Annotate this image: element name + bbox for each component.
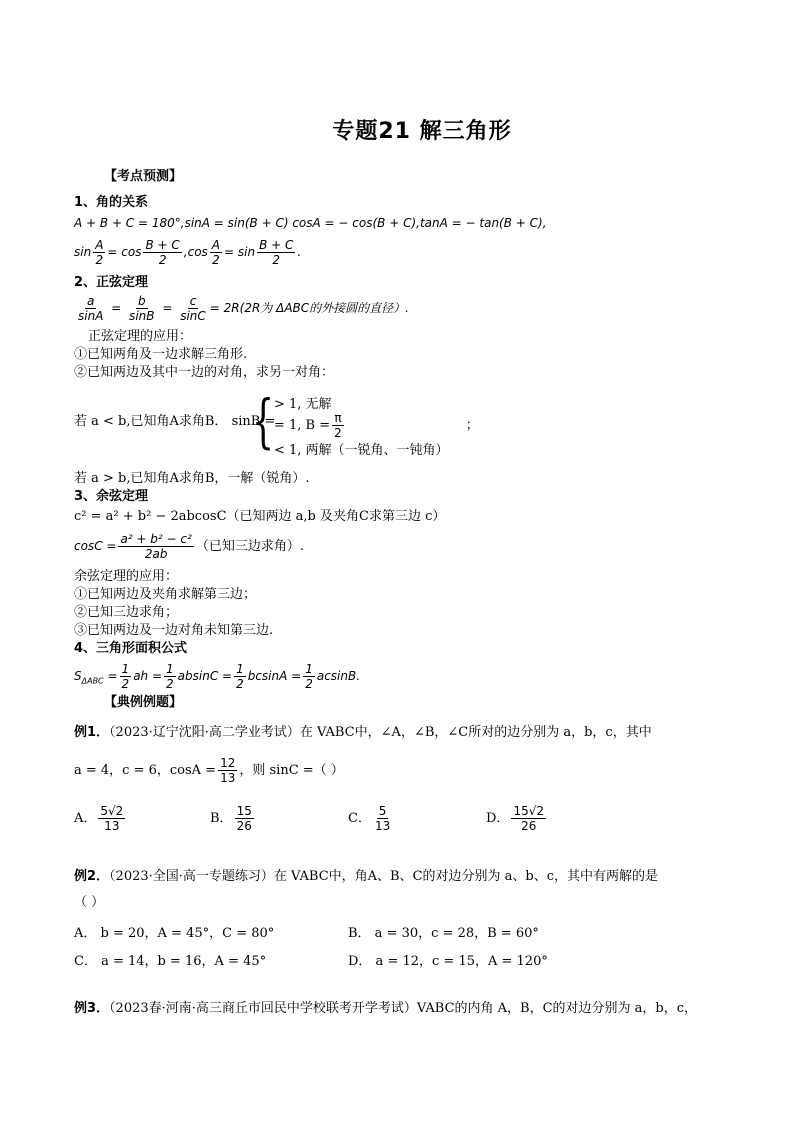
example-2-paren: （ ） <box>74 895 105 910</box>
formula-triangle-area: $S_{\Delta ABC}$ = $\frac{1}{2}$ ah = $\frac{1}{2}$ absinC = $\frac{1}{2}$ bcsinA = $\frac{1}{2}$ acsinB. <box>74 662 361 691</box>
formula-angle-relation-2: sin $\frac{A}{2}$ = cos $\frac{B + C}{2}$ ,cos $\frac{A}{2}$ = sin $\frac{B + C}{2}$ . <box>74 238 302 267</box>
page-title: 专题21 解三角形 <box>332 119 512 144</box>
formula-cosine-law-2: cosC = $\frac{\text{a² + b² − c²}}{2ab}$ （已知三边求角）. <box>74 532 304 561</box>
left-brace: { <box>252 387 275 455</box>
example-3-question: 例3．（2023春·河南·高三商丘市回民中学校联考开学考试）VABC的内角 A，B，C的对边分别为 a，b，c， <box>74 1001 698 1016</box>
example-1-option-c[interactable]: C． $\frac{5}{13}$ <box>348 804 391 833</box>
cosine-law-application-3: ③已知两边及一边对角未知第三边. <box>74 623 274 638</box>
example-2-option-b[interactable]: B． a = 30，c = 28，B = 60° <box>348 926 539 941</box>
case-less-than-one: < 1, 两解（一锐角、一钝角） <box>274 443 449 458</box>
example-1-option-b[interactable]: B． $\frac{15}{26}$ <box>210 804 252 833</box>
example-2-option-c[interactable]: C． a = 14，b = 16，A = 45° <box>74 954 267 969</box>
cosine-law-application-1: ①已知两边及夹角求解第三边； <box>74 587 257 602</box>
cosine-law-application-heading: 余弦定理的应用： <box>74 569 179 584</box>
example-2-option-a[interactable]: A． b = 20，A = 45°，C = 80° <box>74 926 275 941</box>
formula-cosine-law-1: c² = a² + b² − 2abcosC（已知两边 a,b 及夹角C求第三边 c） <box>74 509 446 524</box>
example-2-question: 例2．（2023·全国·高一专题练习）在 VABC中，角A、B、C的对边分别为 a、b、c，其中有两解的是 <box>74 869 659 884</box>
example-1-option-d[interactable]: D． $\frac{15√2}{26}$ <box>486 804 544 833</box>
sine-law-application-1: ①已知两角及一边求解三角形. <box>74 347 248 362</box>
heading-area-formula: 4、三角形面积公式 <box>74 641 188 656</box>
example-2-option-d[interactable]: D． a = 12，c = 15，A = 120° <box>348 954 548 969</box>
example-1-question: 例1．（2023·辽宁沈阳·高二学业考试）在 VABC中，∠A，∠B，∠C所对的边分别为 a，b，c，其中 <box>74 725 652 740</box>
case-a-greater-b: 若 a > b,已知角A求角B，一解（锐角）. <box>74 471 310 486</box>
sine-law-application-2: ②已知两边及其中一边的对角，求另一对角： <box>74 365 335 380</box>
case-intro: 若 a < b,已知角A求角B． sinB = <box>74 414 276 429</box>
section-heading-kaodian: 【考点预测】 <box>104 169 183 184</box>
section-heading-dianli: 【典例例题】 <box>104 695 183 710</box>
example-1-given: a = 4，c = 6，cosA = $\frac{12}{13}$ ，则 sinC =（ ） <box>74 756 344 785</box>
cosine-law-application-2: ②已知三边求角； <box>74 605 179 620</box>
formula-angle-relation-1: A + B + C = 180°,sinA = sin(B + C) cosA = − cos(B + C),tanA = − tan(B + C), <box>74 216 547 230</box>
heading-cosine-law: 3、余弦定理 <box>74 489 149 504</box>
sine-law-application-heading: 正弦定理的应用： <box>88 329 193 344</box>
heading-sine-law: 2、正弦定理 <box>74 275 149 290</box>
formula-sine-law: $\frac{a}{\sin A}$ = $\frac{b}{\sin B}$ = $\frac{c}{\sin C}$ = 2R(2R为 ΔABC的外接圆的直径）. <box>78 294 409 323</box>
case-equal-one: = 1, B = $\frac{\pi}{2}$ ； <box>274 411 479 440</box>
example-1-option-a[interactable]: A． $\frac{5√2}{13}$ <box>74 804 124 833</box>
case-greater-than-one: > 1, 无解 <box>274 397 332 412</box>
heading-angle-relation: 1、角的关系 <box>74 195 149 210</box>
